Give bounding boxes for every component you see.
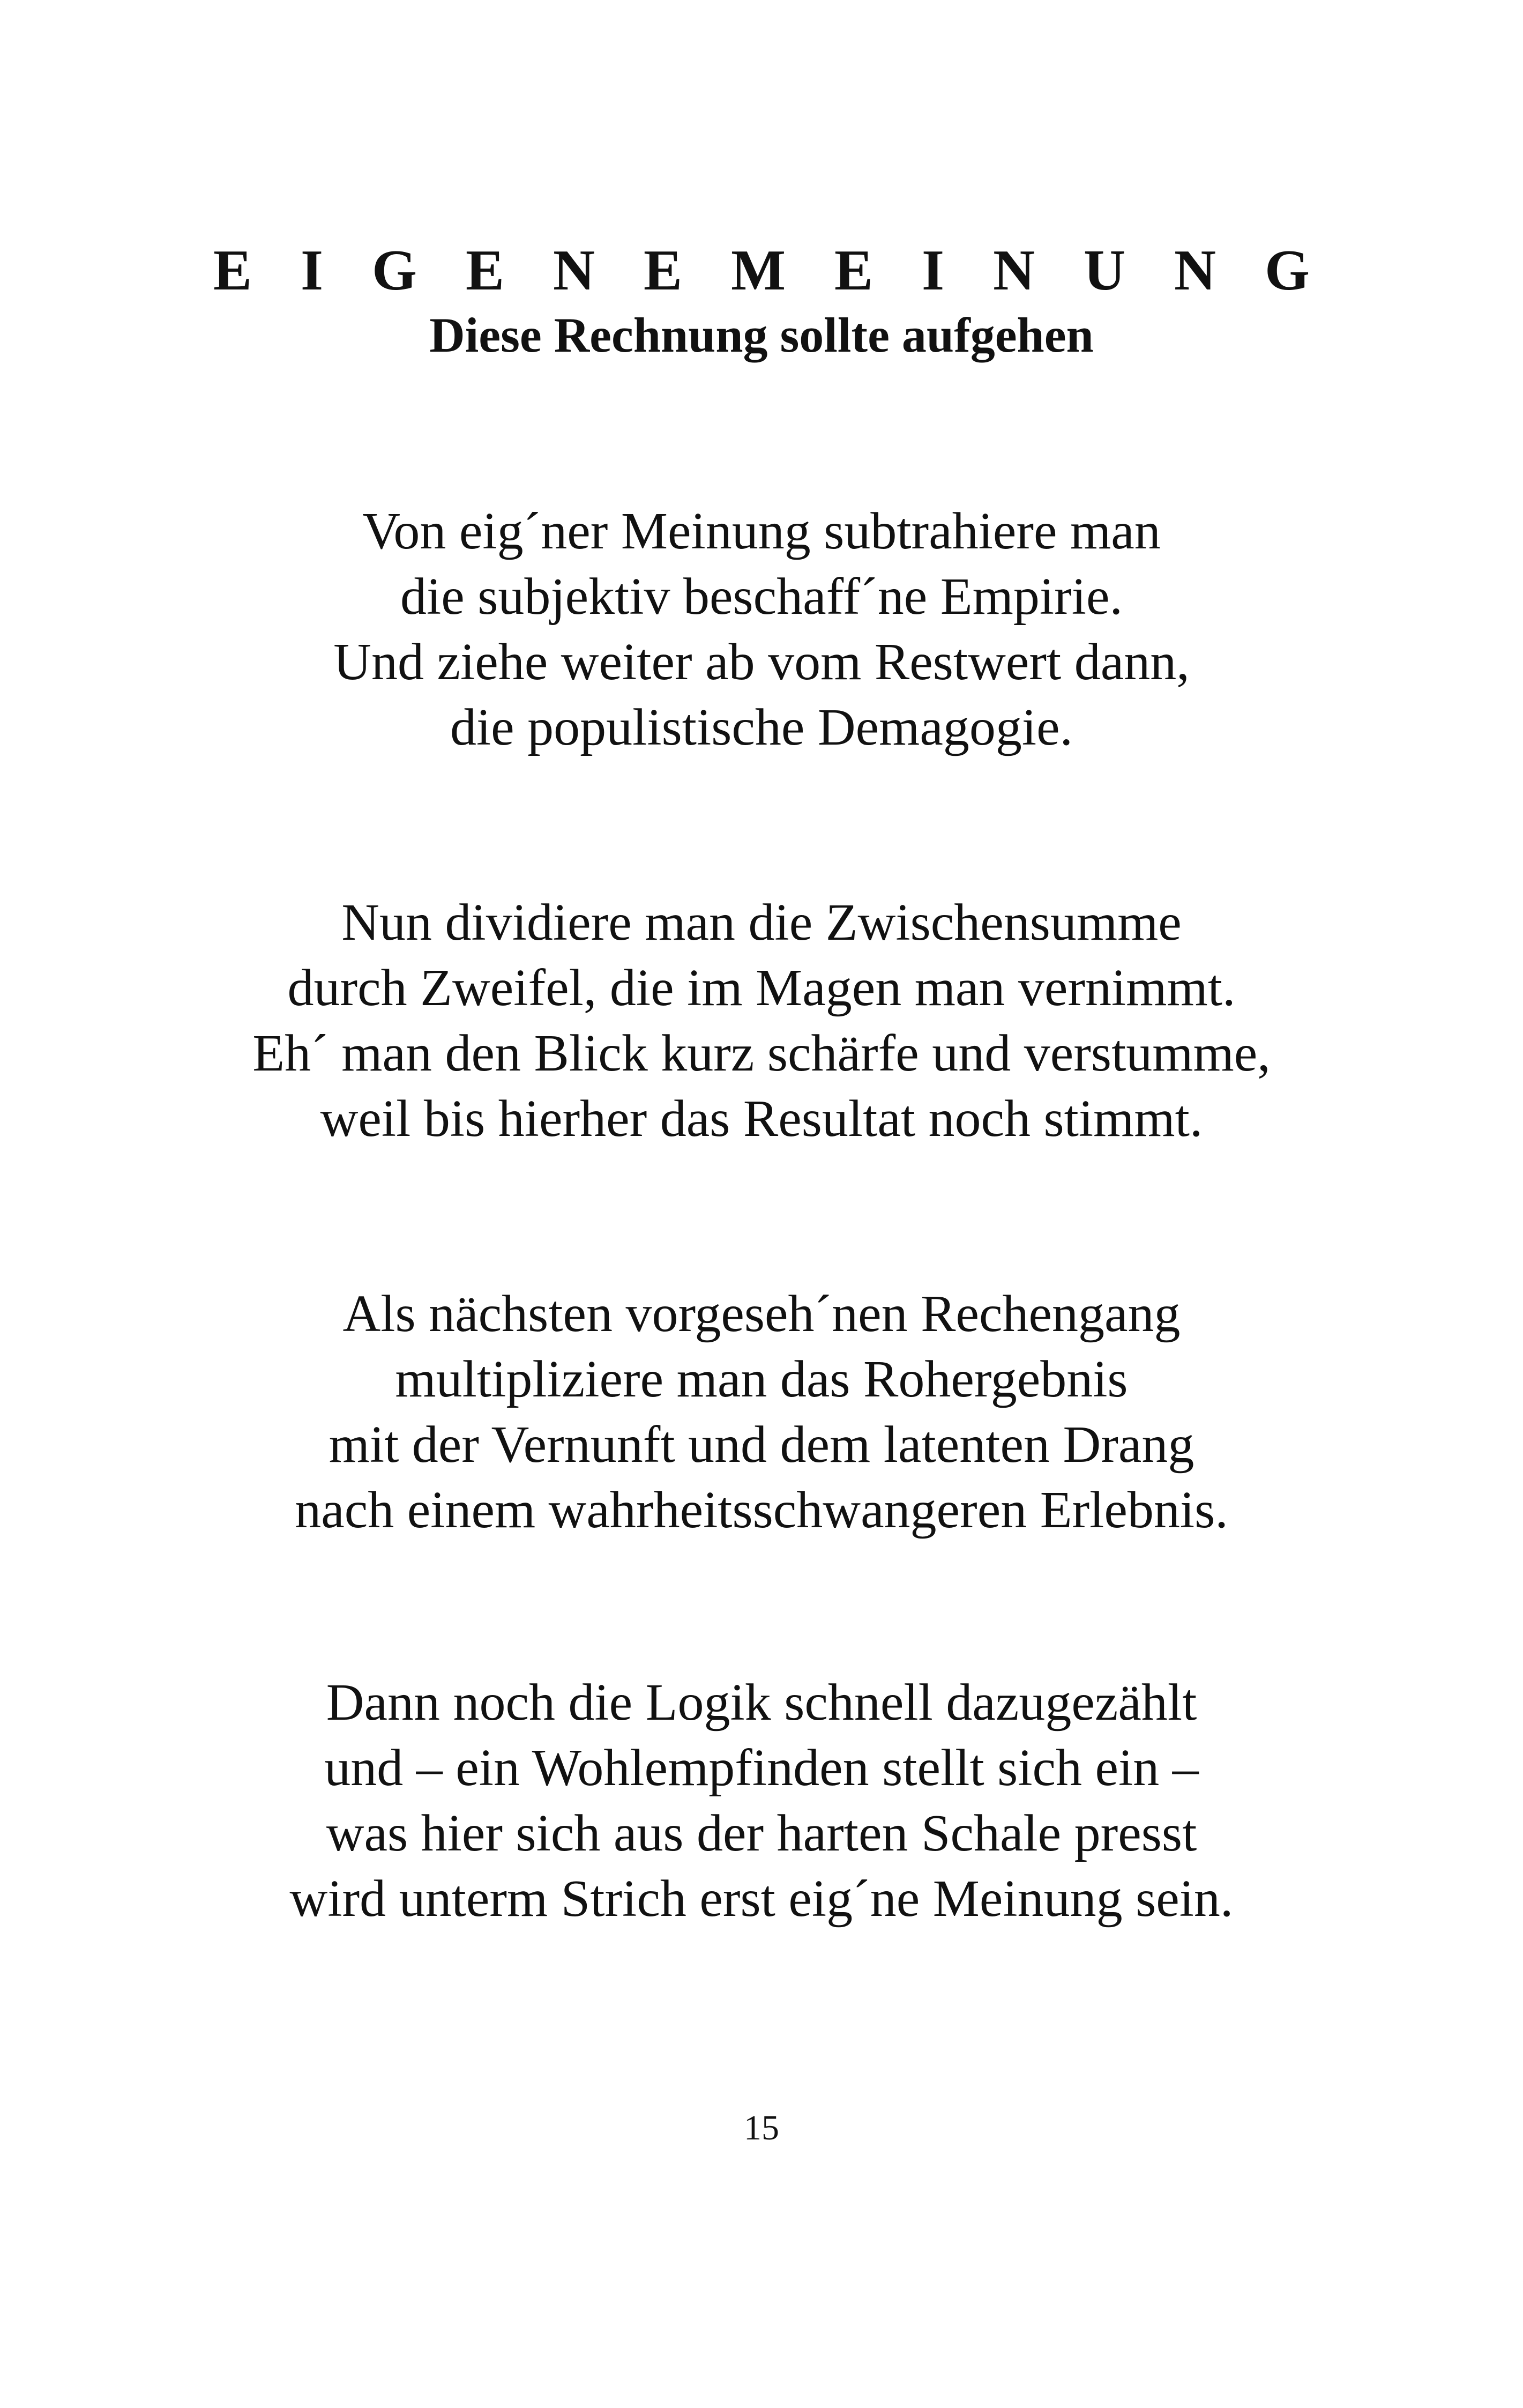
verse-line: durch Zweifel, die im Magen man vernimmt. xyxy=(287,959,1236,1017)
verse-line: multipliziere man das Rohergebnis xyxy=(395,1350,1128,1408)
verse-line: Eh´ man den Blick kurz schärfe und verstumme, xyxy=(252,1024,1271,1082)
verse-line: Von eig´ner Meinung subtrahiere man xyxy=(362,502,1161,560)
verse-line: Nun dividiere man die Zwischensumme xyxy=(341,894,1182,952)
stanza-3 xyxy=(0,1281,1523,1543)
verse-line: wird unterm Strich erst eig´ne Meinung sein. xyxy=(289,1870,1234,1928)
verse-line: Und ziehe weiter ab vom Restwert dann, xyxy=(333,633,1190,691)
stanza-2 xyxy=(0,890,1523,1151)
verse-line: weil bis hierher das Resultat noch stimmt. xyxy=(320,1090,1203,1148)
poem-title: E I G E N E M E I N U N G xyxy=(213,239,1327,302)
verse-line: Als nächsten vorgeseh´nen Rechengang xyxy=(342,1285,1181,1343)
verse-line: was hier sich aus der harten Schale presst xyxy=(326,1804,1197,1862)
verse-line: mit der Vernunft und dem latenten Drang xyxy=(329,1416,1194,1474)
page-number: 15 xyxy=(744,2108,779,2147)
verse-line: Dann noch die Logik schnell dazugezählt xyxy=(326,1674,1197,1731)
poem-subtitle: Diese Rechnung sollte aufgehen xyxy=(429,308,1094,362)
stanza-1 xyxy=(0,499,1523,760)
verse-line: nach einem wahrheitsschwangeren Erlebnis. xyxy=(295,1481,1228,1539)
verse-line: die subjektiv beschaff´ne Empirie. xyxy=(400,568,1123,626)
verse-line: die populistische Demagogie. xyxy=(450,698,1073,756)
stanza-4 xyxy=(0,1670,1523,1931)
verse-line: und – ein Wohlempfinden stellt sich ein – xyxy=(324,1739,1199,1797)
